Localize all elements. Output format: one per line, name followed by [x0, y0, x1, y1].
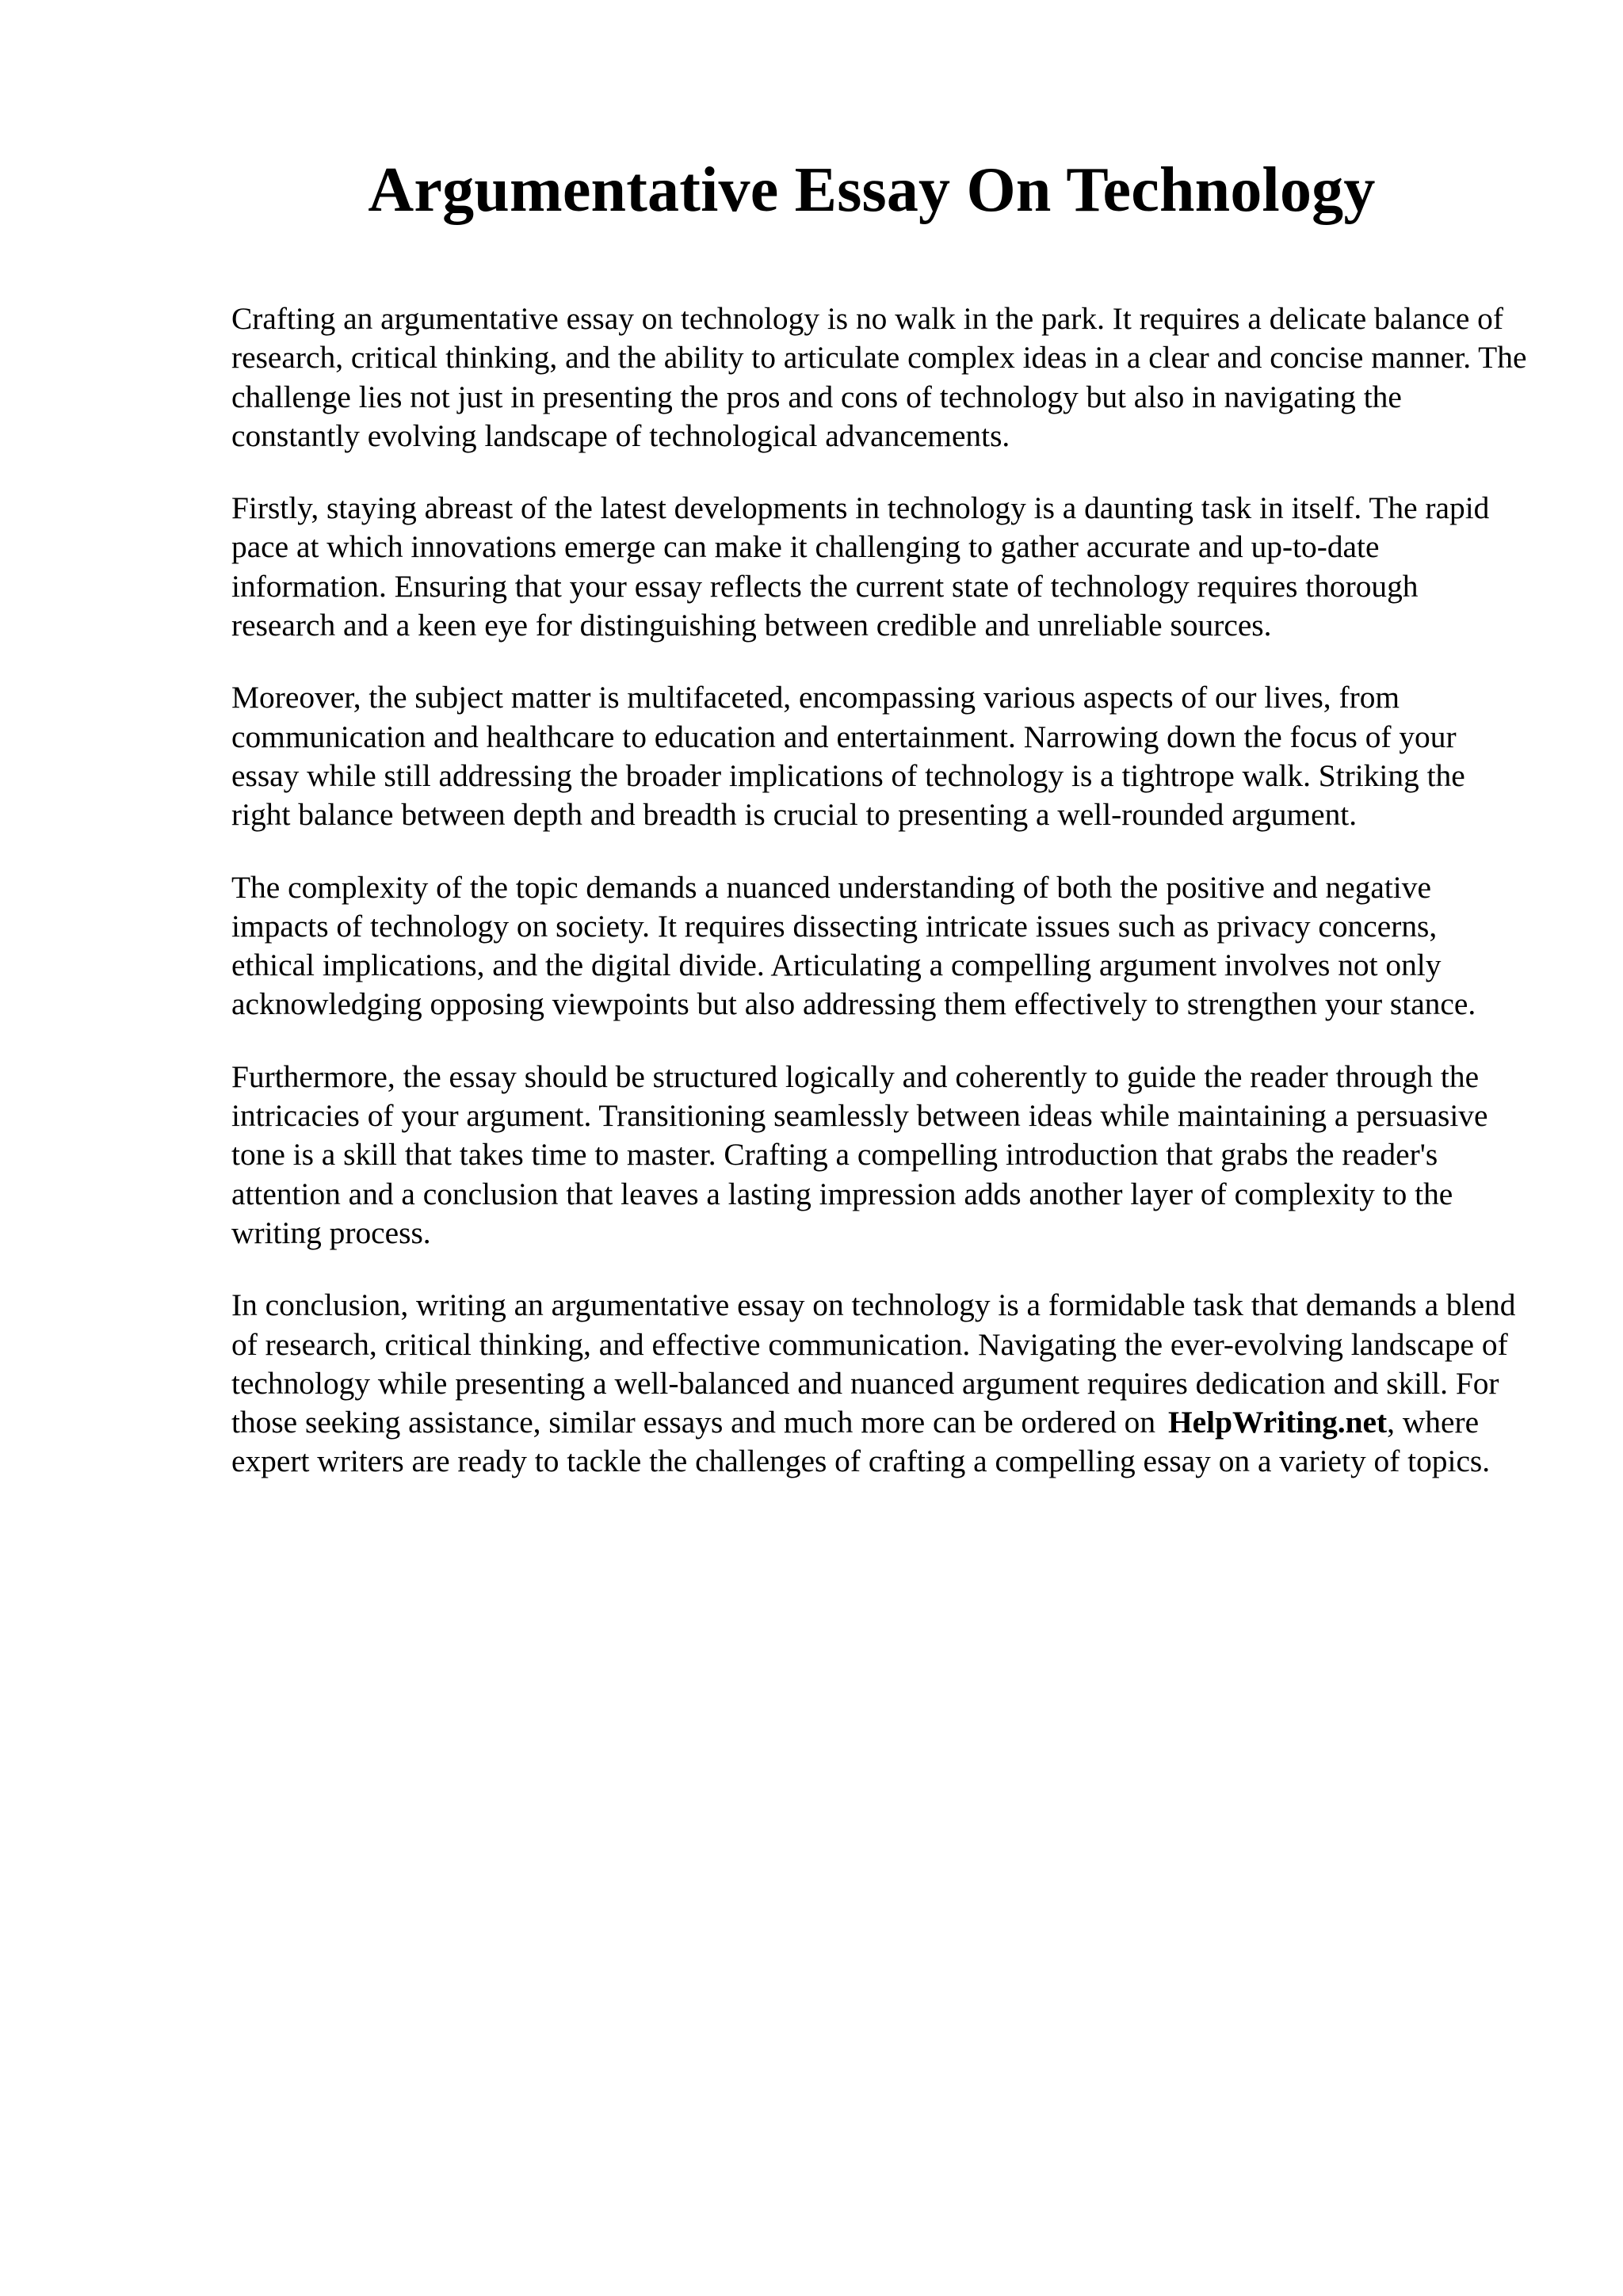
helpwriting-link[interactable]: HelpWriting.net	[1168, 1405, 1388, 1440]
document-title: Argumentative Essay On Technology	[368, 155, 1376, 225]
paragraph-conclusion	[231, 1286, 1528, 1481]
paragraph-complexity: The complexity of the topic demands a nuanced understanding of both the positive and negative impacts of technology on society. It requires dissecting intricate issues such as privacy concerns, ethical implications, and the digital divide. Articulating a compelling argument involves not only acknowledging opposing viewpoints but also addressing them effectively to strengthen your stance.	[231, 869, 1476, 1022]
document-body	[231, 299, 1528, 1515]
paragraph-moreover: Moreover, the subject matter is multifaceted, encompassing various aspects of our lives, from communication and healthcare to education and entertainment. Narrowing down the focus of your essay while still addressing the broader implications of technology is a tightrope walk. Striking the right balance between depth and breadth is crucial to presenting a well-rounded argument.	[231, 680, 1465, 833]
paragraph-furthermore: Furthermore, the essay should be structured logically and coherently to guide the reader through the intricacies of your argument. Transitioning seamlessly between ideas while maintaining a persuasive tone is a skill that takes time to master. Crafting a compelling introduction that grabs the reader's attention and a conclusion that leaves a lasting impression adds another layer of complexity to the writing process.	[231, 1058, 1488, 1250]
paragraph-intro: Crafting an argumentative essay on technology is no walk in the park. It requires a delicate balance of research, critical thinking, and the ability to articulate complex ideas in a clear and concise manner. The challenge lies not just in presenting the pros and cons of technology but also in navigating the constantly evolving landscape of technological advancements.	[231, 301, 1527, 453]
conclusion-tail: , where expert writers are ready to tackle the challenges of crafting a compelling essay on a variety of topics.	[231, 1405, 1491, 1479]
conclusion-text: In conclusion, writing an argumentative essay on technology is a formidable task that demands a blend of research, critical thinking, and effective communication. Navigating the ever-evolving landscape of technology while presenting a well-balanced and nuanced argument requires dedication and skill. For those seeking assistance, similar essays and much more can be ordered on	[231, 1287, 1516, 1440]
paragraph-firstly: Firstly, staying abreast of the latest developments in technology is a daunting task in itself. The rapid pace at which innovations emerge can make it challenging to gather accurate and up-to-date information. Ensuring that your essay reflects the current state of technology requires thorough research and a keen eye for distinguishing between credible and unreliable sources.	[231, 490, 1490, 643]
